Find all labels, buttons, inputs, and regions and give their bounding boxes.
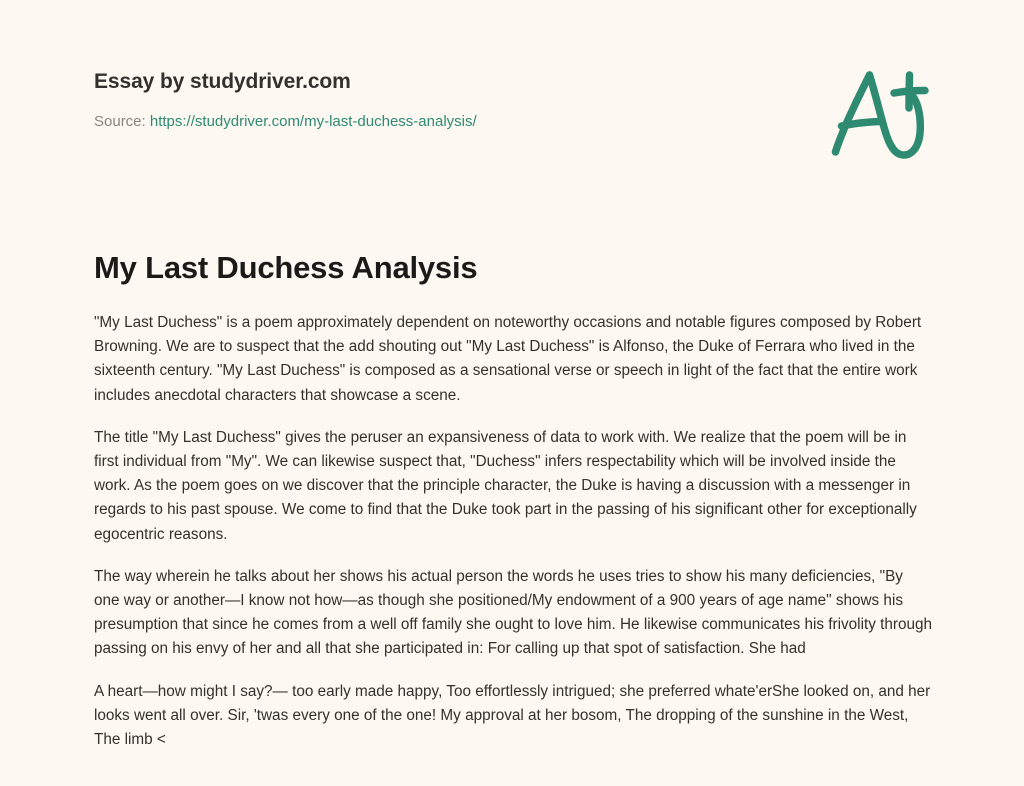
paragraph: The way wherein he talks about her shows his actual person the words he uses tries to show his many deficiencies, "By one way or another—I know not how—as though she positioned/My endowment of a 900 years of age name" shows his presumption that since he comes from a well off family she ought to love him. He likewise communicates his frivolity through passing on his envy of her and all that she participated in: For calling up that spot of satisfaction. She had (94, 567, 933, 658)
paragraph: "My Last Duchess" is a poem approximately dependent on noteworthy occasions and notable figures composed by Robert Browning. We are to suspect that the add shouting out "My Last Duchess" is Alfonso, the Duke of Ferrara who lived in the sixteenth century. "My Last Duchess" is composed as a sensational verse or speech in light of the fact that the entire work includes anecdotal characters that showcase a scene. (94, 314, 922, 404)
essay-byline: Essay by studydriver.com (94, 70, 351, 93)
a-plus-icon (824, 62, 940, 170)
source-url-link[interactable]: https://studydriver.com/my-last-duchess-analysis/ (149, 113, 477, 130)
page-title: My Last Duchess Analysis (94, 250, 478, 285)
paragraph: A heart—how might I say?— too early made happy, Too effortlessly intrigued; she preferred whate'erShe looked on, and her looks went all over. Sir, 'twas every one of the one! My approval at her bosom, The dropping of the sunshine in the West, The limb < (94, 682, 931, 749)
essay-body (94, 311, 932, 752)
source-line (94, 112, 930, 132)
page-header (94, 68, 930, 132)
source-label: Source: (94, 113, 146, 130)
a-plus-logo (824, 62, 940, 170)
paragraph: The title "My Last Duchess" gives the peruser an expansiveness of data to work with. We realize that the poem will be in first individual from "My". We can likewise suspect that, "Duchess" infers respectability which will be involved inside the work. As the poem goes on we discover that the principle character, the Duke is having a discussion with a messenger in regards to his past spouse. We come to find that the Duke took part in the passing of his significant other for exceptionally egocentric reasons. (94, 428, 917, 543)
